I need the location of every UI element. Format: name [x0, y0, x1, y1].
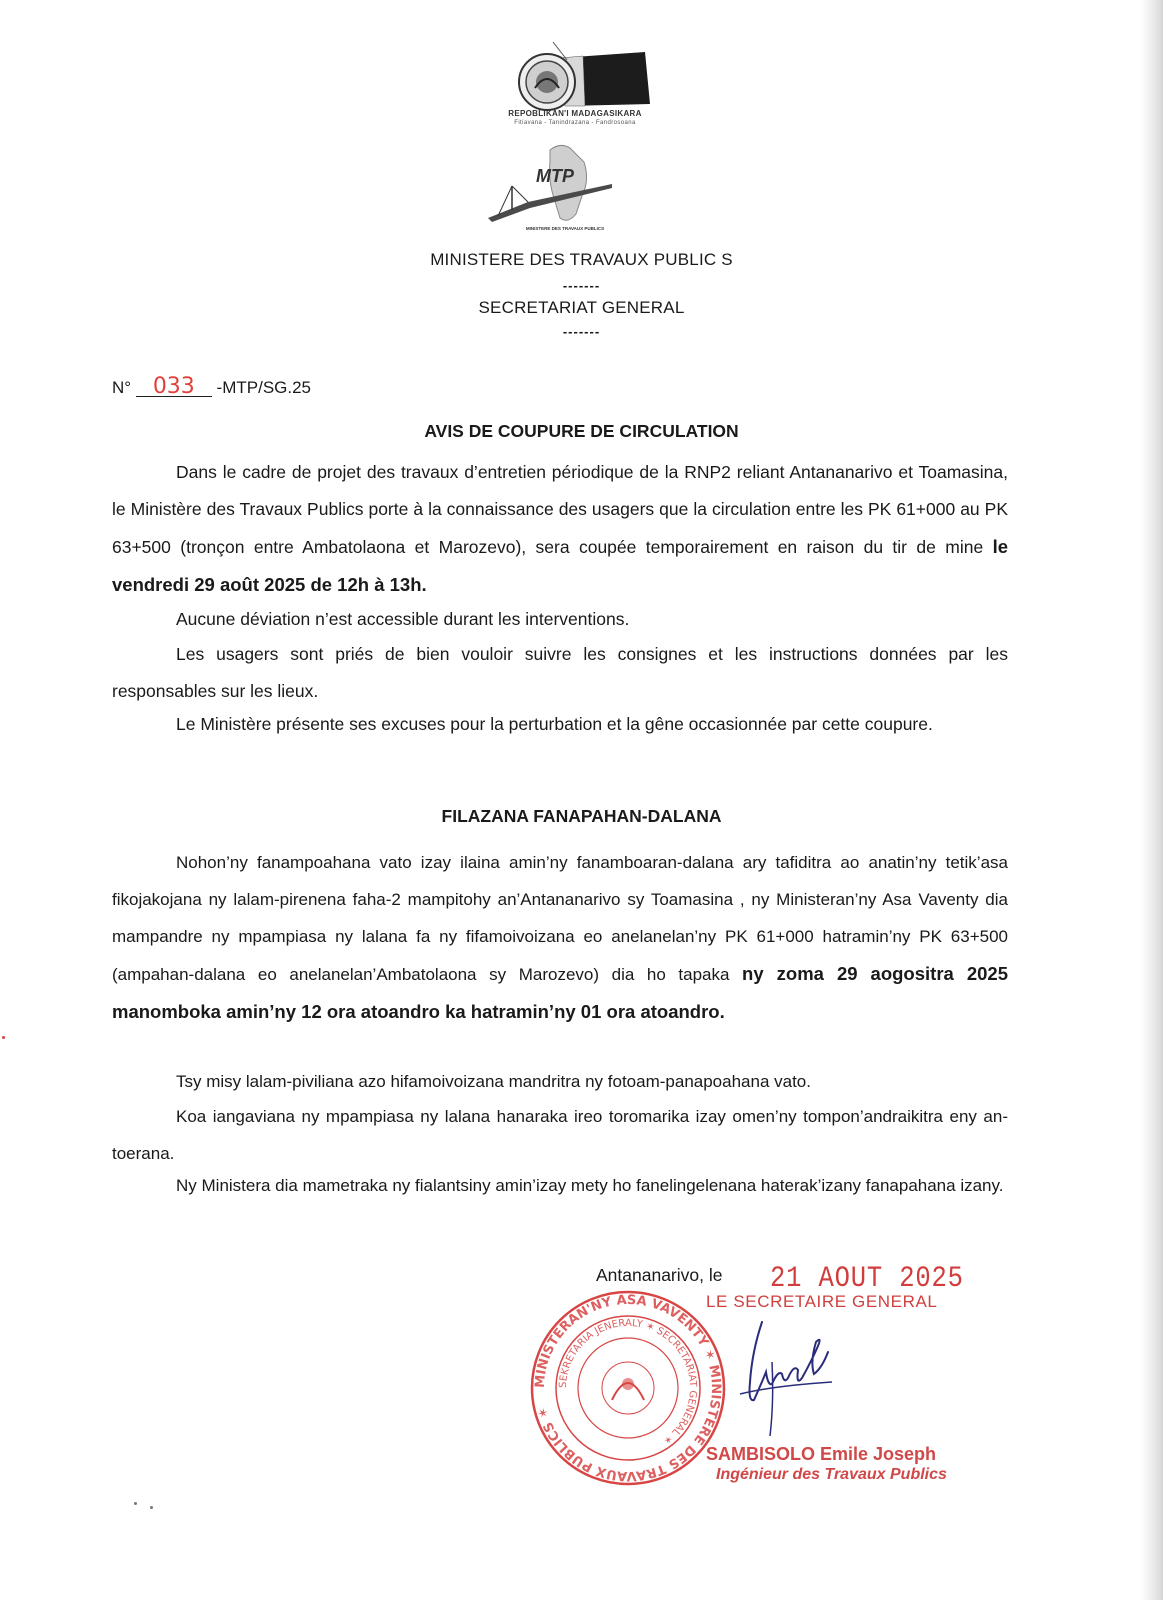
republic-name: REPOBLIKAN'I MADAGASIKARA: [508, 109, 642, 118]
malagasy-title: FILAZANA FANAPAHAN-DALANA: [441, 806, 722, 826]
separator: -------: [562, 278, 601, 293]
reference-prefix: N°: [112, 378, 132, 397]
malagasy-p1-text: Nohon’ny fanampoahana vato izay ilaina amin’ny fanamboaran-dalana ary tafiditra ao anatin’ny tetik’asa fikojakojana ny lalam-pirenena faha-2 mampitohy an’Antananarivo sy Toamasina , ny Ministeran’ny Asa Vaventy dia mampandre ny mpampiasa ny lalana fa ny fifamoivoizana eo anelanelan’ny PK 61+000 hatramin’ny PK 63+500 (ampahan-dalana eo anelanelan’Ambatolaona sy Marozevo) dia ho tapaka: [112, 853, 1008, 984]
scan-speck: [150, 1506, 153, 1509]
french-paragraph-2: Aucune déviation n’est accessible durant les interventions.: [176, 609, 630, 629]
malagasy-paragraph-4: Ny Ministera dia mametraka ny fialantsiny amin’izay mety ho fanelingelenana haterak’izany fanapahana izany.: [176, 1176, 1004, 1195]
ministry-name: MINISTERE DES TRAVAUX PUBLIC S: [430, 250, 733, 269]
french-title: AVIS DE COUPURE DE CIRCULATION: [424, 421, 739, 441]
mtp-caption: MINISTERE DES TRAVAUX PUBLICS: [525, 226, 605, 231]
separator: -------: [562, 324, 601, 339]
handwritten-signature-icon: [732, 1312, 842, 1442]
french-paragraph-4: Le Ministère présente ses excuses pour la perturbation et la gêne occasionnée par cette coupure.: [176, 714, 933, 734]
french-p1-date: le vendredi 29 août 2025 de 12h à 13h.: [112, 536, 1008, 595]
malagasy-paragraph-1: [112, 844, 1008, 1031]
signatory-title: Ingénieur des Travaux Publics: [716, 1466, 947, 1483]
reference-suffix: -MTP/SG.25: [216, 378, 312, 397]
signature-place: Antananarivo, le: [596, 1265, 723, 1285]
french-paragraph-1: [112, 454, 1008, 604]
french-paragraph-3: Les usagers sont priés de bien vouloir suivre les consignes et les instructions données par les responsables sur les lieux.: [112, 644, 1008, 701]
malagasy-paragraph-3: Koa iangaviana ny mpampiasa ny lalana hanaraka ireo toromarika izay omen’ny tompon’andraikitra eny an-toerana.: [112, 1107, 1008, 1163]
republic-emblem-icon: [505, 40, 655, 112]
malagasy-p1-date: ny zoma 29 aogositra 2025 manomboka amin’ny 12 ora atoandro ka hatramin’ny 01 ora atoandro.: [112, 963, 1008, 1022]
signatory-role: LE SECRETAIRE GENERAL: [706, 1292, 938, 1311]
malagasy-paragraph-2: Tsy misy lalam-piviliana azo hifamoivoizana mandritra ny fotoam-panapoahana vato.: [176, 1072, 811, 1091]
date-stamp: 21 AOUT 2025: [770, 1262, 964, 1296]
secretariat-name: SECRETARIAT GENERAL: [478, 298, 685, 317]
official-stamp-icon: [528, 1288, 728, 1488]
scan-speck: [134, 1502, 137, 1505]
mtp-logo-text: MTP: [536, 166, 574, 186]
reference-number: 033: [136, 378, 212, 397]
stamp-inner-text: SEKRETARIA JENERALY ✶ SECRETARIAT GENERAL ✶: [557, 1317, 699, 1446]
republic-motto: Fitiavana - Tanindrazana - Fandrosoana: [514, 120, 636, 126]
signatory-name: SAMBISOLO Emile Joseph: [706, 1444, 937, 1464]
reference-line: [112, 374, 312, 399]
stamp-outer-text: MINISTERAN'NY ASA VAVENTY ✶ MINISTERE DES TRAVAUX PUBLICS ✶: [532, 1292, 724, 1484]
french-p1-text: Dans le cadre de projet des travaux d’entretien périodique de la RNP2 reliant Antananarivo et Toamasina, le Ministère des Travaux Publics porte à la connaissance des usagers que la circulation entre les PK 61+000 au PK 63+500 (tronçon entre Ambatolaona et Marozevo), sera coupée temporairement en raison du tir de mine: [112, 462, 1008, 557]
scan-speck: [2, 1036, 5, 1039]
scan-edge-shadow: [1141, 0, 1163, 1600]
